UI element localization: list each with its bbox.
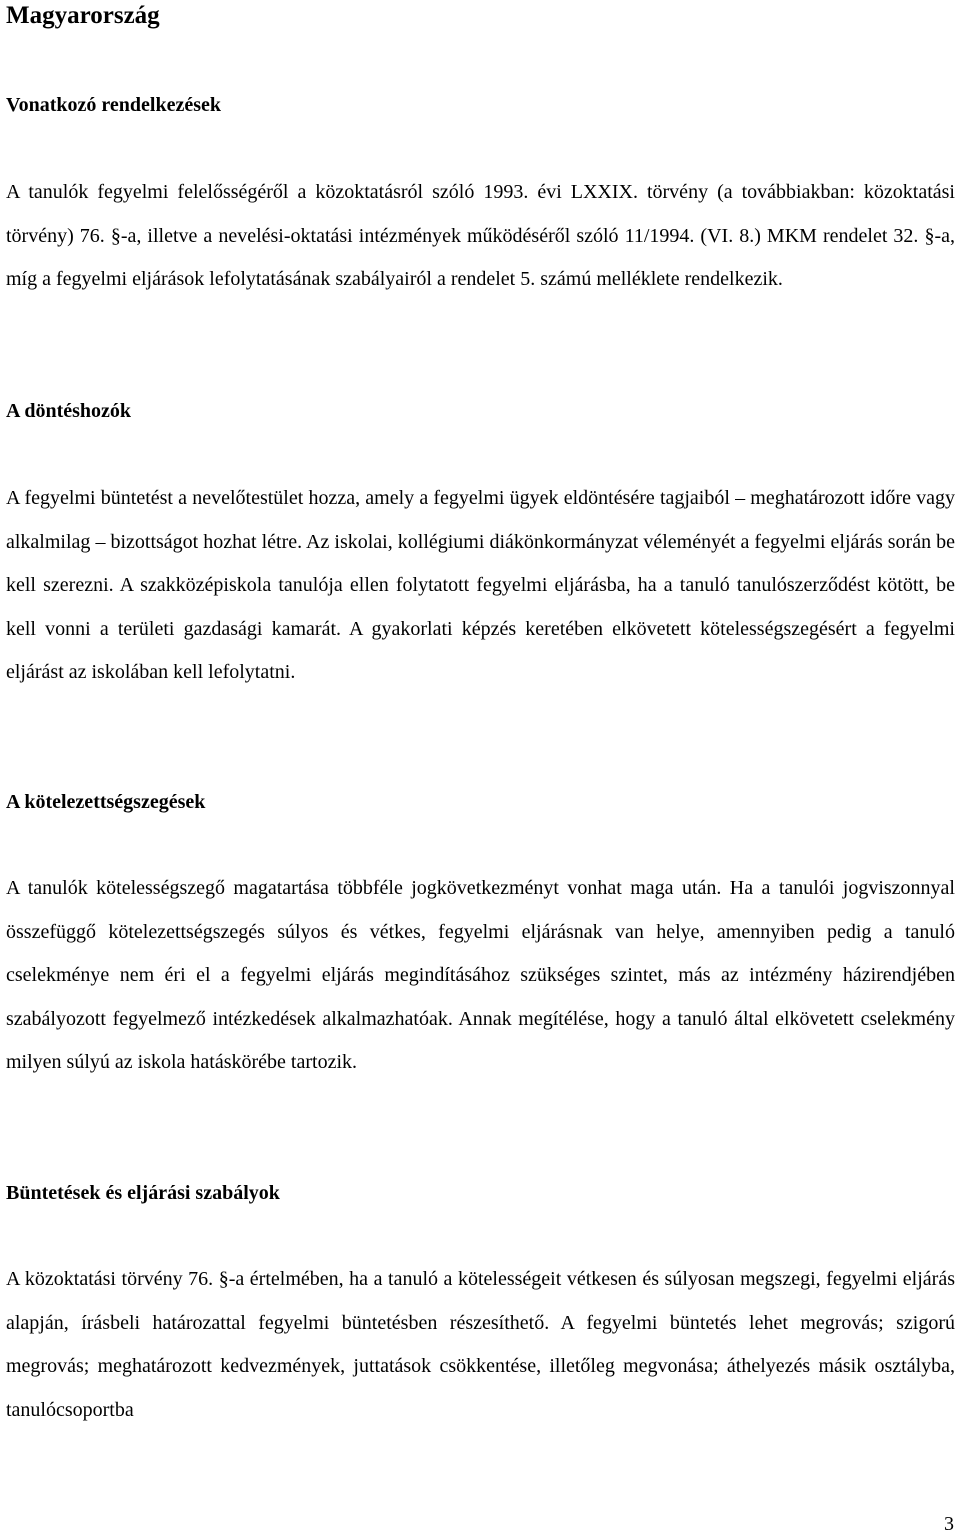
section-paragraph-vonatkozo-rendelkezesek: A tanulók fegyelmi felelősségéről a közoktatásról szóló 1993. évi LXXIX. törvény (a továbbiakban: közoktatási törvény) 76. §-a, illetve a nevelési-oktatási intézmények működéséről szóló 11/1994. (VI. 8.) MKM rendelet 32. §-a, míg a fegyelmi eljárások lefolytatásának szabályairól a rendelet 5. számú melléklete rendelkezik. bbox=[6, 181, 955, 291]
page-number: 3 bbox=[944, 1513, 954, 1535]
section-paragraph-kotelezettsegszegesek: A tanulók kötelességszegő magatartása többféle jogkövetkezményt vonhat maga után. Ha a tanulói jogviszonnyal összefüggő kötelezettségszegés súlyos és vétkes, fegyelmi eljárásnak van helye, amennyiben pedig a tanuló cselekménye nem éri el a fegyelmi eljárás megindításához szükséges szintet, más az intézmény házirendjében szabályozott fegyelmező intézkedések alkalmazhatóak. Annak megítélése, hogy a tanuló által elkövetett cselekmény milyen súlyú az iskola hatáskörébe tartozik. bbox=[6, 877, 955, 1074]
section-heading-donteshozok: A döntéshozók bbox=[6, 400, 132, 422]
document-title: Magyarország bbox=[6, 2, 160, 29]
section-paragraph-buntetesek: A közoktatási törvény 76. §-a értelmében, ha a tanuló a kötelességeit vétkesen és súlyosan megszegi, fegyelmi eljárás alapján, írásbeli határozattal fegyelmi büntetésben részesíthető. A fegyelmi büntetés lehet megrovás; szigorú megrovás; meghatározott kedvezmények, juttatások csökkentése, illetőleg megvonása; áthelyezés másik osztályba, tanulócsoportba bbox=[6, 1268, 955, 1421]
section-heading-kotelezettsegszegesek: A kötelezettségszegések bbox=[6, 791, 206, 813]
section-heading-buntetesek: Büntetések és eljárási szabályok bbox=[6, 1182, 280, 1204]
section-paragraph-donteshozok: A fegyelmi büntetést a nevelőtestület hozza, amely a fegyelmi ügyek eldöntésére tagjaiból – meghatározott időre vagy alkalmilag – bizottságot hozhat létre. Az iskolai, kollégiumi diákönkormányzat véleményét a fegyelmi eljárás során be kell szerezni. A szakközépiskola tanulója ellen folytatott fegyelmi eljárásba, ha a tanuló tanulószerződést kötött, be kell vonni a területi gazdasági kamarát. A gyakorlati képzés keretében elkövetett kötelességszegésért a fegyelmi eljárást az iskolában kell lefolytatni. bbox=[6, 487, 955, 684]
section-heading-vonatkozo-rendelkezesek: Vonatkozó rendelkezések bbox=[6, 94, 221, 116]
